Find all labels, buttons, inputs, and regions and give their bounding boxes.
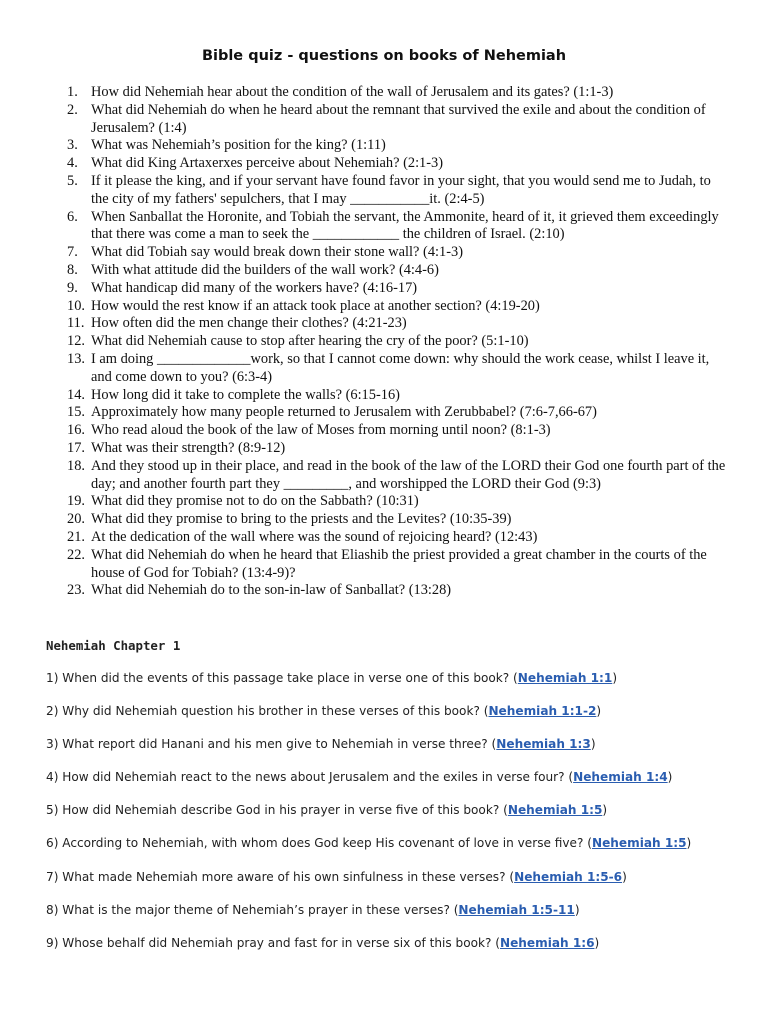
- question-number: 15.: [67, 404, 85, 421]
- scripture-link[interactable]: Nehemiah 1:4: [573, 770, 668, 785]
- chapter-question-text: 4) How did Nehemiah react to the news about Jerusalem and the exiles in verse four? (: [46, 770, 574, 785]
- closing-paren: ): [686, 836, 692, 851]
- quiz-question-5: [0, 173, 731, 209]
- quiz-question-21: [0, 529, 731, 547]
- question-number: 13.: [67, 350, 85, 367]
- question-text: How did Nehemiah hear about the condition of the wall of Jerusalem and its gates? (1:1-3): [91, 84, 614, 100]
- chapter-question-list: [46, 669, 691, 967]
- chapter-question-1: [46, 669, 691, 702]
- closing-paren: ): [596, 704, 602, 719]
- chapter-question-text: 1) When did the events of this passage take place in verse one of this book? (: [46, 671, 518, 685]
- question-number: 6.: [67, 208, 78, 225]
- scripture-link[interactable]: Nehemiah 1:6: [499, 935, 595, 950]
- question-text: How long did it take to complete the walls? (6:15-16): [91, 386, 400, 403]
- question-text: I am doing _____________work, so that I cannot come down: why should the work cease, whilst I leave it, and come down to you? (6:3-4): [91, 350, 710, 385]
- chapter-question-text: 2) Why did Nehemiah question his brother in these verses of this book? (: [46, 704, 489, 719]
- question-number: 20.: [67, 511, 85, 528]
- quiz-question-4: [0, 155, 731, 173]
- quiz-question-14: [0, 387, 731, 405]
- question-text: When Sanballat the Horonite, and Tobiah the servant, the Ammonite, heard of it, it grieved them exceedingly that there was come a man to seek the ____________ the children of Israel. (2:10): [91, 208, 719, 243]
- quiz-question-15: [0, 404, 731, 422]
- question-text: What did Nehemiah do to the son-in-law of Sanballat? (13:28): [91, 582, 452, 599]
- question-number: 14.: [67, 386, 85, 403]
- chapter-question-text: 9) Whose behalf did Nehemiah pray and fast for in verse six of this book? (: [46, 935, 500, 950]
- scripture-link[interactable]: Nehemiah 1:5: [507, 803, 603, 818]
- question-text: What did they promise to bring to the priests and the Levites? (10:35-39): [91, 511, 512, 528]
- question-number: 21.: [67, 528, 85, 545]
- chapter-question-text: 5) How did Nehemiah describe God in his prayer in verse five of this book? (: [46, 803, 508, 818]
- quiz-question-10: [0, 298, 731, 316]
- closing-paren: ): [622, 869, 627, 884]
- question-number: 9.: [67, 279, 78, 296]
- quiz-question-1: [0, 84, 731, 102]
- closing-paren: ): [667, 770, 673, 785]
- question-text: At the dedication of the wall where was the sound of rejoicing heard? (12:43): [91, 528, 538, 545]
- question-number: 2.: [67, 101, 78, 118]
- quiz-question-23: [0, 582, 731, 600]
- chapter-question-2: [46, 702, 691, 735]
- scripture-link[interactable]: Nehemiah 1:5-6: [514, 869, 623, 884]
- scripture-link[interactable]: Nehemiah 1:1: [517, 671, 613, 685]
- chapter-question-text: 8) What is the major theme of Nehemiah’s prayer in these verses? (: [46, 902, 459, 917]
- page-title: Bible quiz - questions on books of Nehemiah: [201, 48, 567, 64]
- quiz-question-3: [0, 137, 731, 155]
- question-number: 18.: [67, 457, 85, 474]
- closing-paren: ): [574, 902, 580, 917]
- question-number: 3.: [67, 137, 78, 154]
- question-number: 12.: [67, 333, 85, 350]
- quiz-question-list: [0, 84, 731, 600]
- question-text: What did Tobiah say would break down their stone wall? (4:1-3): [91, 244, 463, 261]
- quiz-question-6: [0, 209, 731, 245]
- question-text: How often did the men change their clothes? (4:21-23): [91, 315, 407, 332]
- question-number: 4.: [67, 155, 78, 172]
- question-text: What did King Artaxerxes perceive about Nehemiah? (2:1-3): [91, 155, 444, 172]
- question-text: How would the rest know if an attack took place at another section? (4:19-20): [91, 297, 540, 314]
- chapter-question-8: [46, 901, 691, 934]
- quiz-question-13: [0, 351, 731, 387]
- chapter-question-6: [46, 834, 691, 867]
- quiz-question-2: [0, 102, 731, 138]
- quiz-question-8: [0, 262, 731, 280]
- question-text: What did Nehemiah do when he heard that Eliashib the priest provided a great chamber in the courts of the house of God for Tobiah? (13:4-9)?: [91, 546, 707, 581]
- quiz-question-12: [0, 333, 731, 351]
- closing-paren: ): [590, 737, 596, 752]
- question-number: 17.: [67, 439, 85, 456]
- question-number: 22.: [67, 546, 85, 563]
- closing-paren: ): [594, 935, 600, 950]
- quiz-question-11: [0, 315, 731, 333]
- quiz-question-9: [0, 280, 731, 298]
- quiz-question-20: [0, 511, 731, 529]
- scripture-link[interactable]: Nehemiah 1:5-11: [458, 902, 575, 917]
- question-text: What handicap did many of the workers have? (4:16-17): [91, 279, 418, 296]
- scripture-link[interactable]: Nehemiah 1:3: [496, 737, 591, 752]
- chapter-question-5: [46, 801, 691, 834]
- scripture-link[interactable]: Nehemiah 1:1-2: [488, 704, 597, 719]
- question-text: Who read aloud the book of the law of Moses from morning until noon? (8:1-3): [91, 422, 551, 439]
- scripture-link[interactable]: Nehemiah 1:5: [591, 836, 687, 851]
- quiz-question-7: [0, 244, 731, 262]
- question-number: 23.: [67, 582, 85, 599]
- chapter-question-4: [46, 768, 691, 801]
- question-number: 8.: [67, 261, 78, 278]
- chapter-question-3: [46, 735, 691, 768]
- question-text: Approximately how many people returned to Jerusalem with Zerubbabel? (7:6-7,66-67): [91, 404, 597, 421]
- question-text: What did they promise not to do on the Sabbath? (10:31): [91, 493, 419, 510]
- quiz-question-18: [0, 458, 731, 494]
- question-text: What was their strength? (8:9-12): [91, 439, 286, 456]
- question-text: What did Nehemiah do when he heard about the remnant that survived the exile and about the condition of Jerusalem? (1:4): [91, 101, 706, 136]
- question-text: And they stood up in their place, and read in the book of the law of the LORD their God one fourth part of the day; and another fourth part they _________, and worshipped the LORD their God (9:3): [91, 457, 726, 492]
- question-number: 10.: [67, 297, 85, 314]
- quiz-question-22: [0, 547, 731, 583]
- question-number: 19.: [67, 493, 85, 510]
- quiz-question-19: [0, 493, 731, 511]
- question-text: With what attitude did the builders of the wall work? (4:4-6): [91, 261, 439, 278]
- closing-paren: ): [602, 803, 608, 818]
- question-text: What did Nehemiah cause to stop after hearing the cry of the poor? (5:1-10): [91, 333, 529, 350]
- chapter-question-text: 6) According to Nehemiah, with whom does God keep His covenant of love in verse five? (: [46, 836, 592, 851]
- quiz-question-16: [0, 422, 731, 440]
- question-number: 16.: [67, 422, 85, 439]
- question-number: 5.: [67, 172, 78, 189]
- closing-paren: ): [612, 671, 618, 685]
- question-number: 1.: [67, 84, 78, 100]
- chapter-question-text: 3) What report did Hanani and his men give to Nehemiah in verse three? (: [46, 737, 497, 752]
- chapter-question-text: 7) What made Nehemiah more aware of his own sinfulness in these verses? (: [46, 869, 515, 884]
- question-text: What was Nehemiah’s position for the king? (1:11): [91, 137, 386, 154]
- quiz-question-17: [0, 440, 731, 458]
- chapter-heading: Nehemiah Chapter 1: [46, 638, 181, 653]
- question-text: If it please the king, and if your servant have found favor in your sight, that you would send me to Judah, to the city of my fathers' sepulchers, that I may ___________it. (2:4-5): [91, 172, 711, 207]
- chapter-question-7: [46, 868, 691, 901]
- question-number: 11.: [67, 315, 85, 332]
- chapter-question-9: [46, 934, 691, 967]
- question-number: 7.: [67, 244, 78, 261]
